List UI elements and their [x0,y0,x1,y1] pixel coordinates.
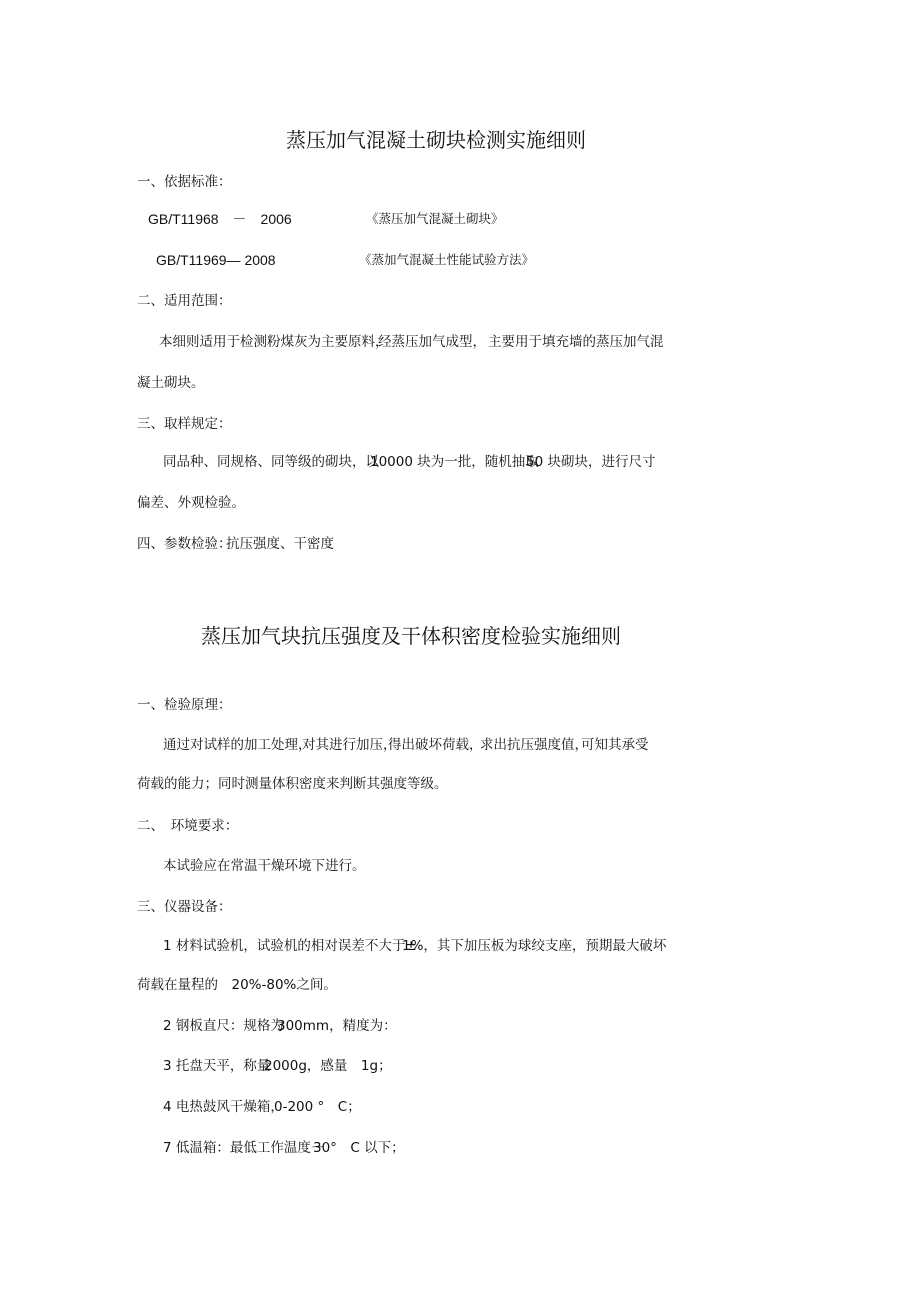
sampling-text-c: 50 块砌块，进行尺寸 [526,454,656,470]
scope-text-d: 凝土砌块。 [137,375,205,391]
scope-text-a: 本细则适用于检测粉煤灰为主要原料， [159,334,389,350]
heading-equipment: 三、仪器设备： [137,899,232,915]
equipment-4-b: 0-200 ° C； [274,1099,361,1115]
heading-parameters: 四、参数检验： [137,536,232,552]
standard-name-2: 《蒸加气混凝土性能试验方法》 [359,252,535,267]
standard-name-1: 《蒸压加气混凝土砌块》 [366,211,504,226]
heading-scope: 二、适用范围： [137,293,232,309]
equipment-7-b: 30° C 以下； [313,1140,405,1156]
heading-sampling: 三、取样规定： [137,416,232,432]
equipment-4-a: 4 电热鼓风干燥箱， [163,1099,284,1115]
doc-title-2: 蒸压加气块抗压强度及干体积密度检验实施细则 [201,624,621,648]
heading-basis: 一、依据标准： [137,174,232,190]
sampling-text-d: 偏差、外观检验。 [137,495,245,511]
standard-code-1: GB/T11968 － 2006 [148,211,292,227]
principle-text-a: 通过对试样的加工处理， [163,737,312,753]
principle-text-e: 可知其承受 [581,737,649,753]
scope-text-c: 主要用于填充墙的蒸压加气混 [488,334,664,350]
parameters-value: 抗压强度、干密度 [226,536,334,552]
environment-text: 本试验应在常温干燥环境下进行。 [163,858,366,874]
equipment-1-c: 荷载在量程的 20%-80%之间。 [137,977,337,993]
sampling-text-a: 同品种、同规格、同等级的砌块，以 [163,454,379,470]
sampling-text-b: 10000 块为一批，随机抽取 [370,454,539,470]
equipment-3-b: 2000g，感量 1g； [264,1058,392,1074]
principle-text-c: 得出破坏荷载， [388,737,483,753]
doc-title-1: 蒸压加气混凝土砌块检测实施细则 [286,128,586,152]
equipment-7-a: 7 低温箱：最低工作温度－ [163,1140,325,1156]
equipment-2-a: 2 钢板直尺：规格为 [163,1018,284,1034]
equipment-3-a: 3 托盘天平，称量 [163,1058,271,1074]
equipment-1-a: 1 材料试验机，试验机的相对误差不大于± [163,938,417,954]
scope-text-b: 经蒸压加气成型， [378,334,486,350]
equipment-1-b: 1%，其下加压板为球绞支座，预期最大破坏 [402,938,667,954]
standard-code-2: GB/T11969— 2008 [156,252,276,268]
principle-text-f: 荷载的能力；同时测量体积密度来判断其强度等级。 [137,776,448,792]
equipment-2-b: 300mm，精度为： [277,1018,397,1034]
principle-text-b: 对其进行加压， [302,737,397,753]
principle-text-d: 求出抗压强度值， [480,737,588,753]
heading-principle: 一、检验原理： [137,697,232,713]
heading-environment: 二、 环境要求： [137,818,239,834]
